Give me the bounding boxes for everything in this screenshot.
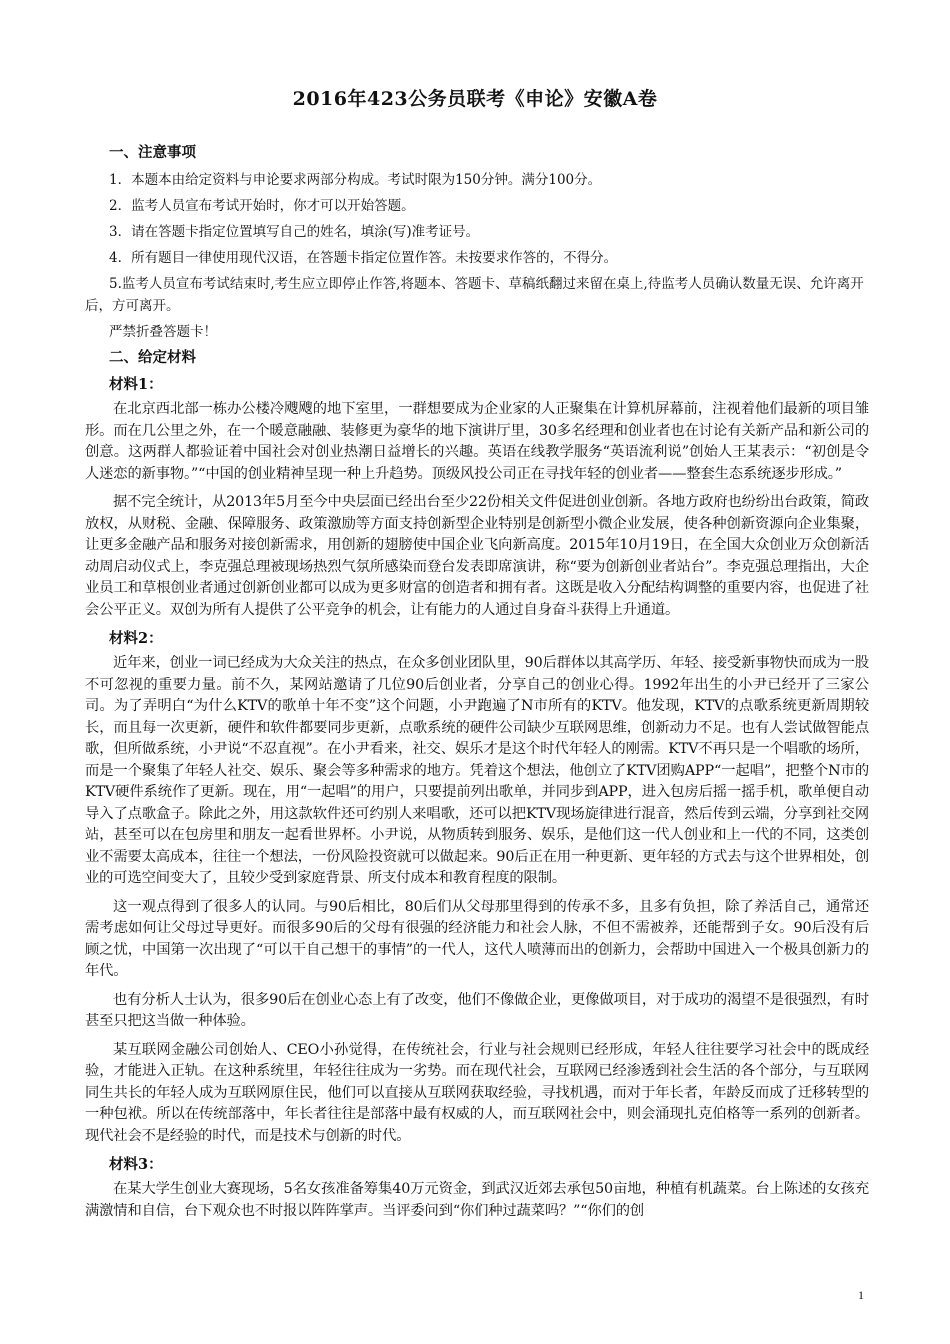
material-paragraph: 某互联网金融公司创始人、CEO小孙觉得，在传统社会，行业与社会规则已经形成，年轻人往往要学习社会中的既成经验，才能进入正轨。在这种系统里，年轻往往成为一劣势。而在现代社会，互联网已经渗透到社会生活的各个部分，与互联网同生共长的年轻人成为互联网原住民，他们可以直接从互联网获取经验，寻找机遇，而对于年长者，年龄反而成了迁移转型的一种包袱。所以在传统部落中，年长者往往是部落中最有权威的人，而互联网社会中，则会涌现扎克伯格等一系列的创新者。现代社会不是经验的时代，而是技术与创新的时代。 <box>85 1041 869 1144</box>
note-warning: 严禁折叠答题卡！ <box>109 324 217 340</box>
material-label: 材料2： <box>109 630 163 647</box>
note-item: 3．请在答题卡指定位置填写自己的姓名，填涂(写)准考证号。 <box>109 224 480 240</box>
material-paragraph: 在某大学生创业大赛现场，5名女孩准备筹集40万元资金，到武汉近郊去承包50亩地，种植有机蔬菜。台上陈述的女孩充满激情和自信，台下观众也不时报以阵阵掌声。当评委问到“你们种过蔬菜吗？”“你们的创 <box>85 1181 869 1219</box>
page-number: 1 <box>858 1288 864 1302</box>
material-paragraph: 据不完全统计，从2013年5月至今中央层面已经出台至少22份相关文件促进创业创新。各地方政府也纷纷出台政策，简政放权，从财税、金融、保障服务、政策激励等方面支持创新型企业特别是创新型小微企业发展，使各种创新资源向企业集聚，让更多金融产品和服务对接创新需求，用创新的翅膀使中国企业飞向新高度。2015年10月19日，在全国大众创业万众创新活动周启动仪式上，李克强总理被现场热烈气氛所感染而登台发表即席演讲，称“要为创新创业者站台”。李克强总理指出，大企业员工和草根创业者通过创新创业都可以成为更多财富的创造者和拥有者。这既是收入分配结构调整的重要内容，也促进了社会公平正义。双创为所有人提供了公平竞争的机会，让有能力的人通过自身奋斗获得上升通道。 <box>85 494 869 618</box>
note-item: 1．本题本由给定资料与申论要求两部分构成。考试时限为150分钟。满分100分。 <box>109 172 602 188</box>
note-item: 4．所有题目一律使用现代汉语，在答题卡指定位置作答。未按要求作答的，不得分。 <box>109 250 618 266</box>
material-paragraph: 这一观点得到了很多人的认同。与90后相比，80后们从父母那里得到的传承不多，且多有负担，除了养活自己，通常还需考虑如何让父母过导更好。而很多90后的父母有很强的经济能力和社会人脉，不但不需被养，还能帮到子女。90后没有后顾之忧，中国第一次出现了“可以干自己想干的事情”的一代人，这代人喷薄而出的创新力，会帮助中国进入一个极具创新力的年代。 <box>85 898 869 979</box>
material-label: 材料1： <box>109 376 163 393</box>
material-label: 材料3： <box>109 1156 163 1173</box>
note-item: 2．监考人员宣布考试开始时，你才可以开始答题。 <box>109 198 415 214</box>
document-body <box>85 140 869 1229</box>
material-paragraph: 在北京西北部一栋办公楼冷飕飕的地下室里，一群想要成为企业家的人正聚集在计算机屏幕前，注视着他们最新的项目雏形。而在几公里之外，在一个暖意融融、装修更为豪华的地下演讲厅里，30多名经理和创业者也在讨论有关新产品和新公司的创意。这两群人都验证着中国社会对创业热潮日益增长的兴趣。英语在线教学服务“英语流利说”创始人王某表示：“初创是令人迷恋的新事物。”“中国的创业精神呈现一种上升趋势。顶级风投公司正在寻找年轻的创业者——整套生态系统逐步形成。” <box>85 401 869 482</box>
material-paragraph: 近年来，创业一词已经成为大众关注的热点，在众多创业团队里，90后群体以其高学历、年轻、接受新事物快而成为一股不可忽视的重要力量。前不久，某网站邀请了几位90后创业者，分享自己的创业心得。1992年出生的小尹已经开了三家公司。为了弄明白“为什么KTV的歌单十年不变”这个问题，小尹跑遍了N市所有的KTV。他发现，KTV的点歌系统更新周期较长，而且每一次更新，硬件和软件都要同步更新，点歌系统的硬件公司缺少互联网思维，创新动力不足。也有人尝试做智能点歌，但所做系统，小尹说“不忍直视”。在小尹看来，社交、娱乐才是这个时代年轻人的刚需。KTV不再只是一个唱歌的场所，而是一个聚集了年轻人社交、娱乐、聚会等多种需求的地方。凭着这个想法，他创立了KTV团购APP“一起唱”，把整个N市的KTV硬件系统作了更新。现在，用“一起唱”的用户，只要提前列出歌单，并同步到APP，进入包房后摇一摇手机，歌单便自动导入了点歌盒子。除此之外，用这款软件还可约别人来唱歌，还可以把KTV现场旋律进行混音，然后传到云端，分享到社交网站，甚至可以在包房里和朋友一起看世界杯。小尹说，从物质转到服务、娱乐，是他们这一代人创业和上一代的不同，这类创业不需要太高成本，往往一个想法，一份风险投资就可以做起来。90后正在用一种更新、更年轻的方式去与这个世界相处，创业的可选空间变大了，且较少受到家庭背景、所支付成本和教育程度的限制。 <box>85 655 869 886</box>
section-heading-notes: 一、注意事项 <box>109 144 196 161</box>
note-item: 5.监考人员宣布考试结束时,考生应立即停止作答,将题本、答题卡、草稿纸翻过来留在桌上,待监考人员确认数量无误、允许离开后，方可离开。 <box>85 276 864 314</box>
page-title: 2016年423公务员联考《申论》安徽A卷 <box>292 88 658 110</box>
section-heading-materials: 二、给定材料 <box>109 349 196 366</box>
material-paragraph: 也有分析人士认为，很多90后在创业心态上有了改变，他们不像做企业，更像做项目，对于成功的渴望不是很强烈，有时甚至只把这当做一种体验。 <box>85 991 869 1029</box>
